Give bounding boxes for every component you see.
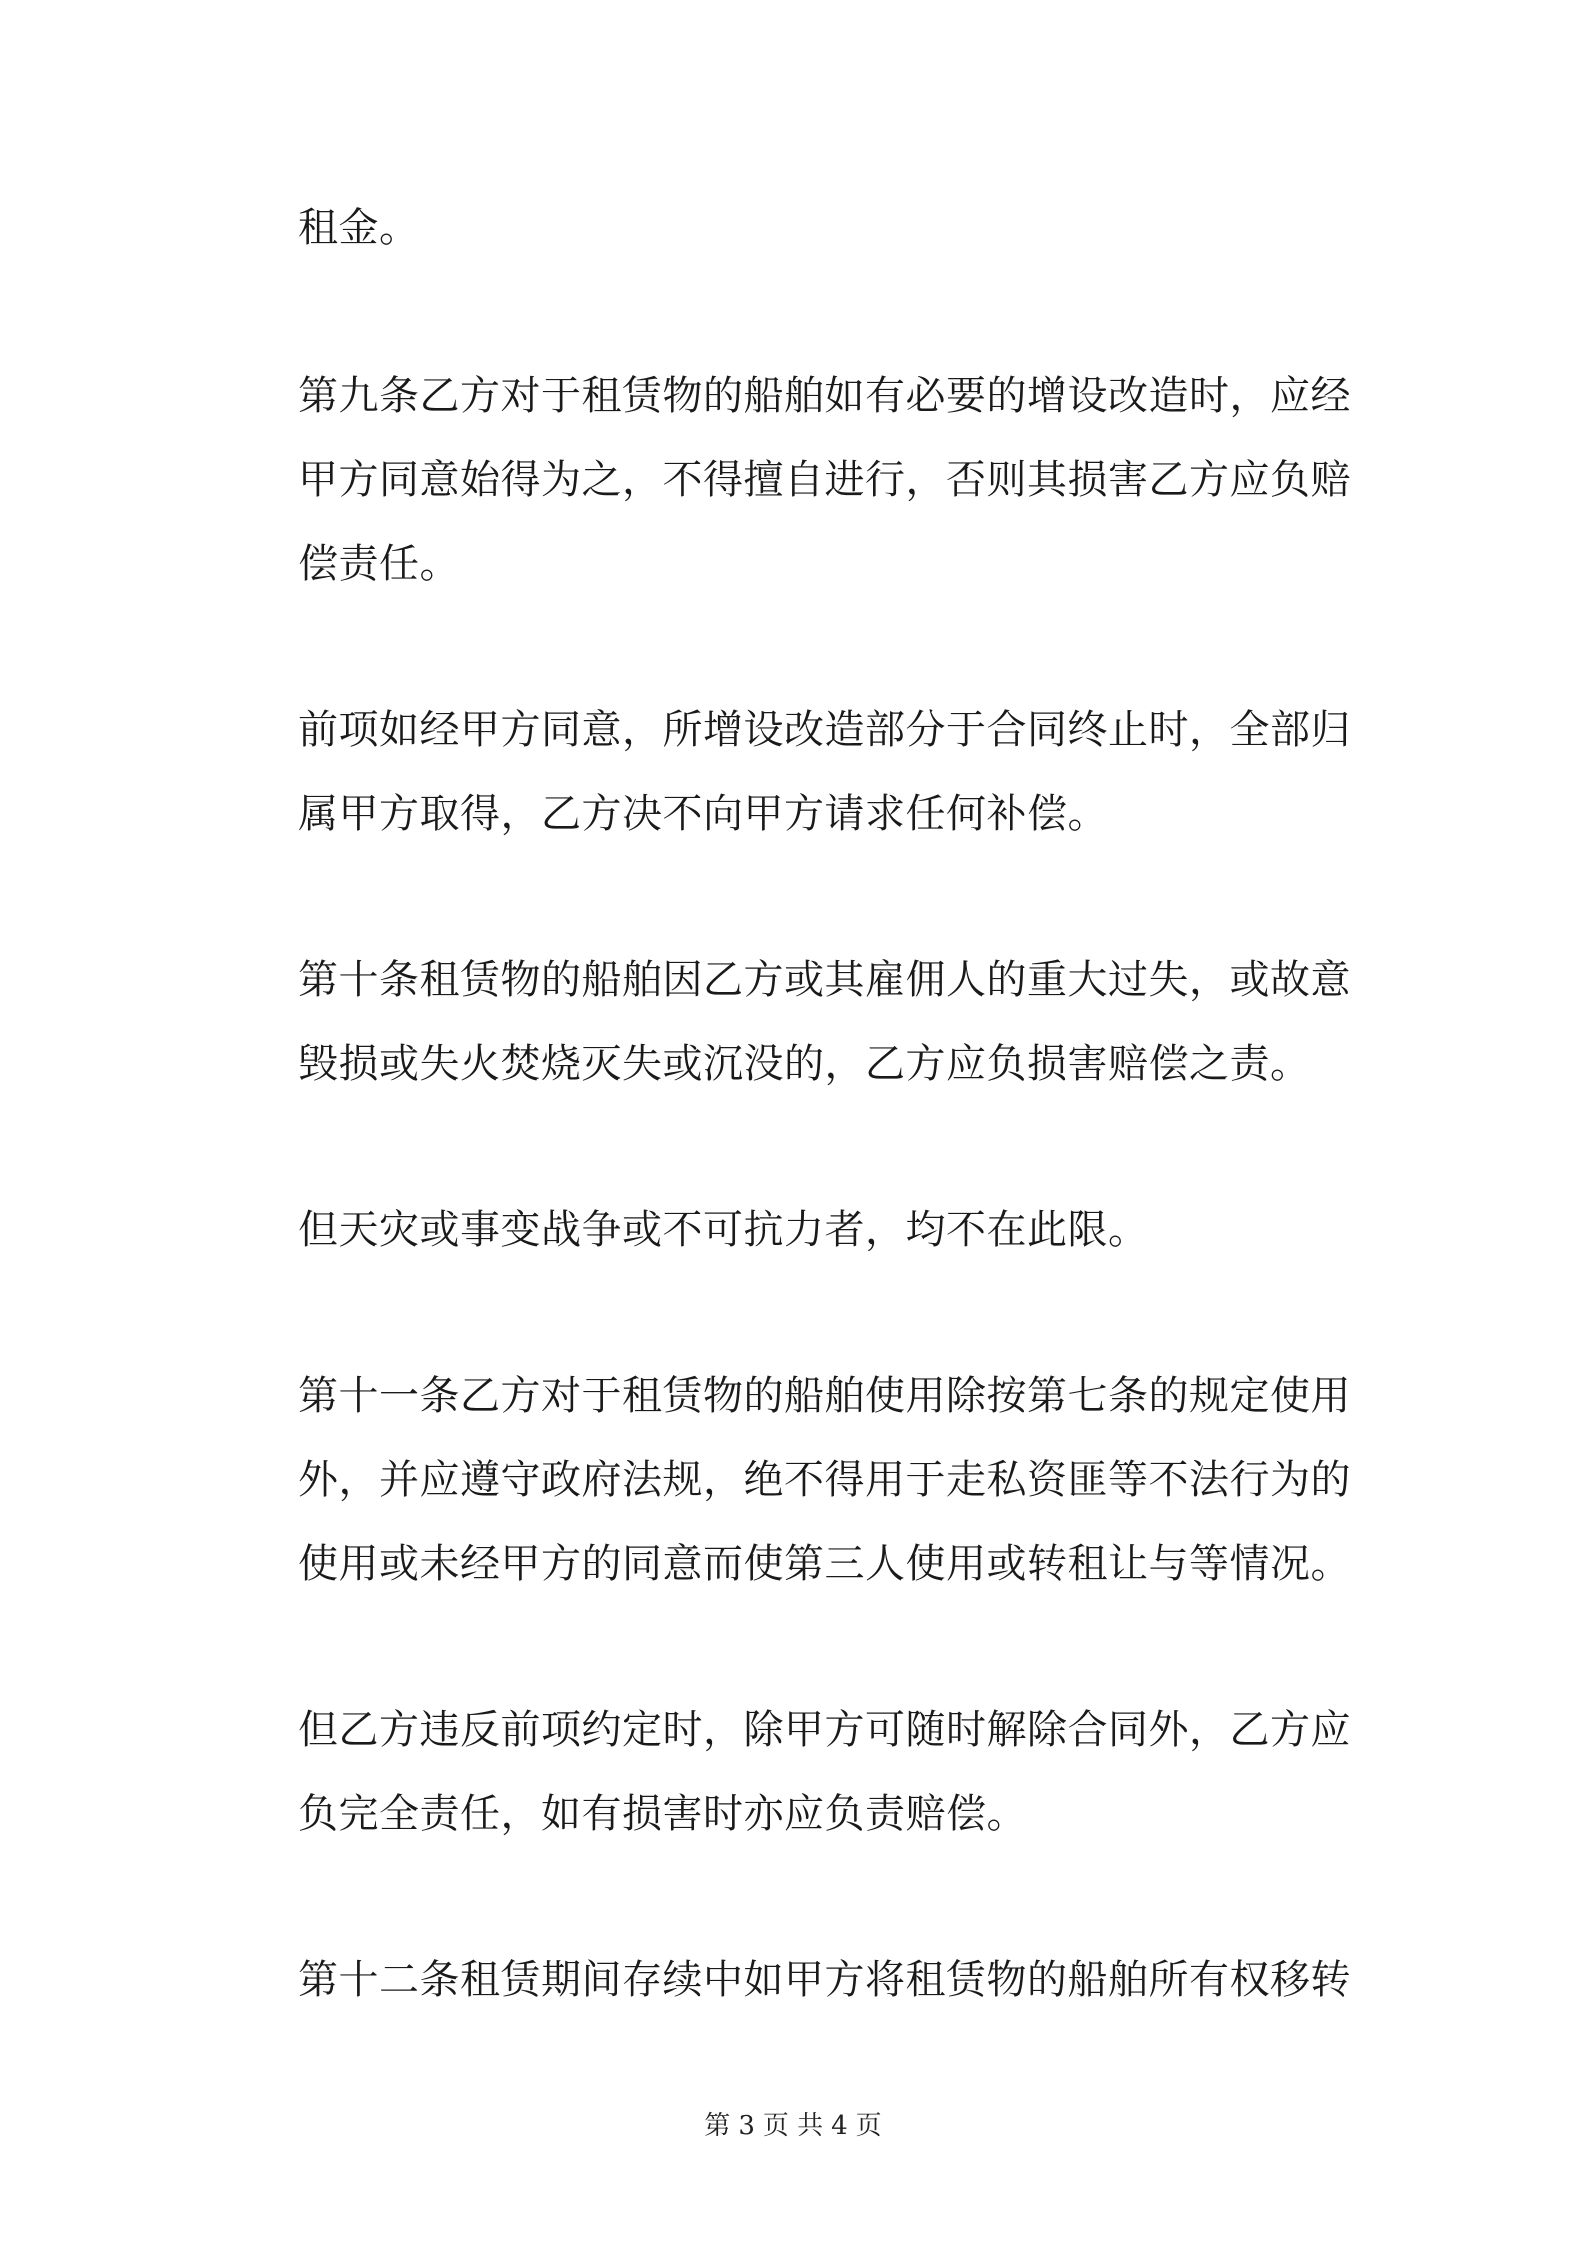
footer-prefix: 第 xyxy=(704,2111,731,2141)
current-page-number: 3 xyxy=(738,2111,755,2141)
text-line: 属甲方取得，乙方决不向甲方请求任何补偿。 xyxy=(298,791,1108,837)
text-line: 第九条乙方对于租赁物的船舶如有必要的增设改造时，应经 xyxy=(298,373,1351,419)
text-line: 使用或未经甲方的同意而使第三人使用或转租让与等情况。 xyxy=(298,1541,1351,1587)
text-line: 前项如经甲方同意，所增设改造部分于合同终止时，全部归 xyxy=(298,707,1351,753)
text-line: 甲方同意始得为之，不得擅自进行，否则其损害乙方应负赔 xyxy=(298,457,1351,503)
footer-middle: 页 共 xyxy=(762,2111,824,2141)
text-line: 偿责任。 xyxy=(298,541,460,587)
text-line: 第十二条租赁期间存续中如甲方将租赁物的船舶所有权移转 xyxy=(298,1957,1351,2003)
text-line: 但乙方违反前项约定时，除甲方可随时解除合同外，乙方应 xyxy=(298,1707,1351,1753)
footer-suffix: 页 xyxy=(855,2111,882,2141)
page-footer xyxy=(0,2108,1586,2144)
text-line: 毁损或失火焚烧灭失或沉没的，乙方应负损害赔偿之责。 xyxy=(298,1041,1311,1087)
total-pages-number: 4 xyxy=(831,2111,848,2141)
text-line: 外，并应遵守政府法规，绝不得用于走私资匪等不法行为的 xyxy=(298,1457,1351,1503)
text-line: 但天灾或事变战争或不可抗力者，均不在此限。 xyxy=(298,1207,1149,1253)
text-line: 负完全责任，如有损害时亦应负责赔偿。 xyxy=(298,1791,1027,1837)
text-line: 第十条租赁物的船舶因乙方或其雇佣人的重大过失，或故意 xyxy=(298,957,1351,1003)
text-line: 第十一条乙方对于租赁物的船舶使用除按第七条的规定使用 xyxy=(298,1373,1351,1419)
text-line: 租金。 xyxy=(298,205,420,251)
